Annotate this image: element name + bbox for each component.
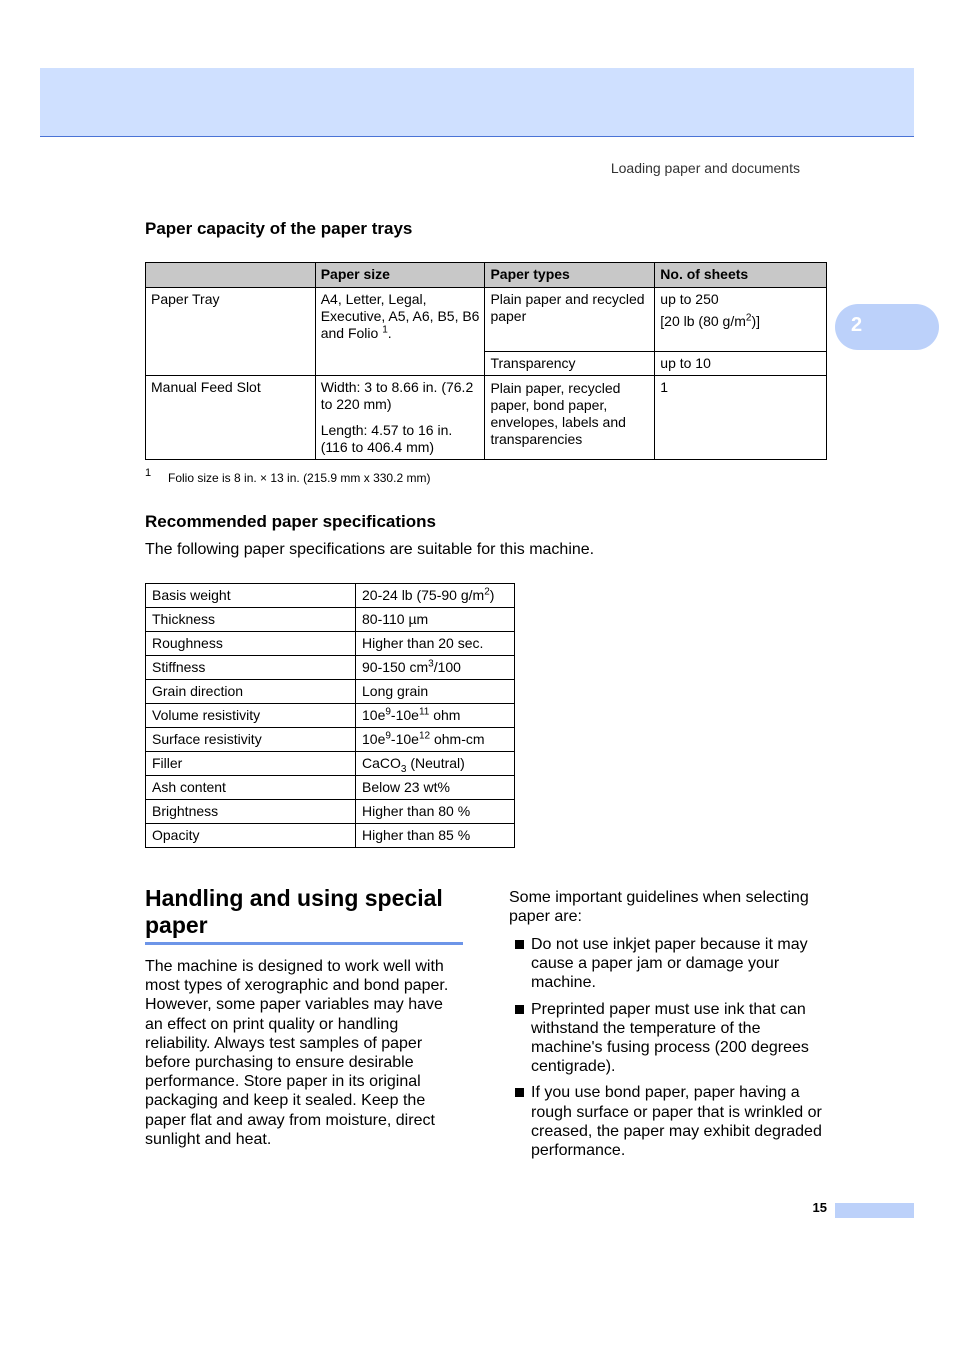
column-header: Paper types bbox=[485, 263, 655, 288]
spec-label: Opacity bbox=[146, 824, 356, 848]
running-title: Loading paper and documents bbox=[610, 160, 800, 176]
bullet-square-icon bbox=[515, 940, 524, 949]
spec-table bbox=[145, 583, 515, 848]
header-band bbox=[40, 68, 914, 137]
recommended-heading: Recommended paper specifications bbox=[145, 512, 436, 531]
bullet-square-icon bbox=[515, 1005, 524, 1014]
section-title: Handling and using special paper bbox=[145, 885, 463, 945]
spec-label: Basis weight bbox=[146, 584, 356, 608]
tray-name: Paper Tray bbox=[146, 288, 316, 376]
spec-label: Thickness bbox=[146, 608, 356, 632]
manual-sheets: 1 bbox=[655, 376, 827, 460]
table-row bbox=[146, 776, 515, 800]
spec-label: Stiffness bbox=[146, 656, 356, 680]
footnote-ref: 1 bbox=[382, 324, 388, 336]
guidelines-intro: Some important guidelines when selecting paper are: bbox=[509, 889, 809, 926]
spec-label: Grain direction bbox=[146, 680, 356, 704]
spec-value: Higher than 85 % bbox=[356, 824, 515, 848]
chapter-number: 2 bbox=[851, 314, 863, 336]
tray-type-transparency: Transparency bbox=[485, 352, 655, 376]
capacity-table bbox=[145, 262, 827, 460]
table-row bbox=[146, 728, 515, 752]
spec-value: Below 23 wt% bbox=[356, 776, 515, 800]
column-header bbox=[146, 263, 316, 288]
section-body: The machine is designed to work well with most types of xerographic and bond paper. However, some paper variables may have an effect on print quality or handling reliability. Always test samples of paper before purchasing to ensure desirable performance. Store paper in its original packaging and keep it sealed. Keep the paper flat and away from moisture, direct sunlight and heat. bbox=[145, 958, 449, 1148]
table-row bbox=[146, 608, 515, 632]
spec-label: Filler bbox=[146, 752, 356, 776]
list-item: Preprinted paper must use ink that can withstand the temperature of the machine's fusing process (200 degrees centigrade). bbox=[509, 1000, 829, 1077]
spec-label: Volume resistivity bbox=[146, 704, 356, 728]
table-row bbox=[146, 632, 515, 656]
table-header-row bbox=[146, 263, 827, 288]
table-row bbox=[146, 824, 515, 848]
manual-name: Manual Feed Slot bbox=[146, 376, 316, 460]
footnote-text: Folio size is 8 in. × 13 in. (215.9 mm x 330.2 mm) bbox=[168, 471, 431, 485]
spec-value: 80-110 µm bbox=[356, 608, 515, 632]
spec-value: 20-24 lb (75-90 $g/m^2$) bbox=[356, 584, 515, 608]
manual-types: Plain paper, recycled paper, bond paper, envelopes, labels and transparencies bbox=[485, 376, 655, 460]
tray-sheets-transparency: up to 10 bbox=[655, 352, 827, 376]
table-row bbox=[146, 656, 515, 680]
guidelines-list bbox=[509, 935, 829, 1167]
footnote-number: 1 bbox=[145, 467, 152, 479]
tray-sheets-plain: up to 250 [20 lb (80 $g/m^2$)] bbox=[655, 288, 827, 352]
spec-value: Long grain bbox=[356, 680, 515, 704]
spec-value: Higher than 80 % bbox=[356, 800, 515, 824]
spec-label: Roughness bbox=[146, 632, 356, 656]
tray-size: A4, Letter, Legal, Executive, A5, A6, B5, B6 and Folio $^1$. bbox=[315, 288, 485, 376]
bullet-square-icon bbox=[515, 1088, 524, 1097]
spec-label: Brightness bbox=[146, 800, 356, 824]
spec-value: $10e^9-10e^{11}$ ohm bbox=[356, 704, 515, 728]
table-row bbox=[146, 376, 827, 460]
table-row bbox=[146, 288, 827, 352]
table-row bbox=[146, 680, 515, 704]
manual-size: Width: 3 to 8.66 in. (76.2 to 220 mm) Length: 4.57 to 16 in. (116 to 406.4 mm) bbox=[315, 376, 485, 460]
spec-label: Ash content bbox=[146, 776, 356, 800]
list-item: Do not use inkjet paper because it may cause a paper jam or damage your machine. bbox=[509, 935, 829, 993]
spec-value: Higher than 20 sec. bbox=[356, 632, 515, 656]
spec-value: $10e^9-10e^{12}$ ohm-cm bbox=[356, 728, 515, 752]
spec-label: Surface resistivity bbox=[146, 728, 356, 752]
chapter-tab bbox=[835, 304, 939, 350]
column-header: Paper size bbox=[315, 263, 485, 288]
spec-value: 90-150 $cm^3/100$ bbox=[356, 656, 515, 680]
tray-type-plain: Plain paper and recycled paper bbox=[485, 288, 655, 352]
column-header: No. of sheets bbox=[655, 263, 827, 288]
footer-bar bbox=[835, 1203, 914, 1218]
table-row bbox=[146, 584, 515, 608]
table-row bbox=[146, 800, 515, 824]
recommended-intro: The following paper specifications are suitable for this machine. bbox=[145, 541, 595, 558]
capacity-heading: Paper capacity of the paper trays bbox=[145, 219, 413, 238]
list-item: If you use bond paper, paper having a rough surface or paper that is wrinkled or creased, the paper may exhibit degraded performance. bbox=[509, 1083, 829, 1160]
page-number: 15 bbox=[812, 1200, 827, 1215]
spec-value: CaCO$_3$ (Neutral) bbox=[356, 752, 515, 776]
table-row bbox=[146, 704, 515, 728]
table-row bbox=[146, 752, 515, 776]
